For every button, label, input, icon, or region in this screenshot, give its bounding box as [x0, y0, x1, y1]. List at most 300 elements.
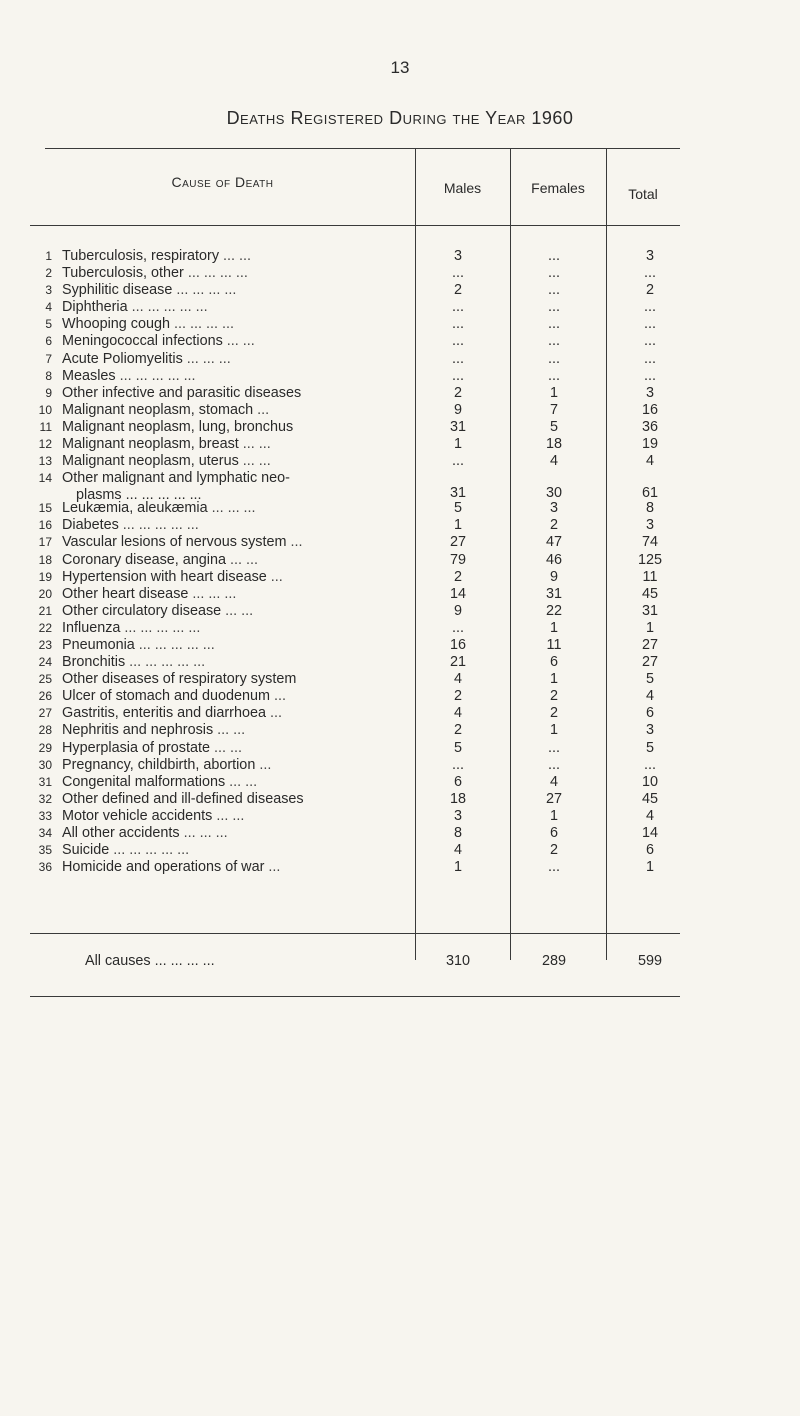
- total-value: ...: [644, 350, 656, 367]
- total-value: 3: [645, 248, 654, 264]
- cause-label: Meningococcal infections: [62, 333, 223, 350]
- row-number: 34: [38, 826, 52, 840]
- table-row: [30, 654, 680, 671]
- cause-of-death: [62, 534, 430, 551]
- row-number: 12: [38, 437, 52, 452]
- row-number: 35: [38, 843, 52, 858]
- page-number: 13: [390, 58, 410, 77]
- total-value: 36: [641, 418, 658, 435]
- males-value: 21: [449, 654, 466, 671]
- cause-of-death: [62, 316, 430, 333]
- row-number: 17: [38, 535, 52, 550]
- males-value: 9: [453, 401, 462, 418]
- cause-of-death: [62, 859, 430, 876]
- females-value: 1: [549, 807, 558, 824]
- table-row: [30, 402, 680, 419]
- table-row: [30, 299, 680, 316]
- table-row: [30, 842, 680, 859]
- leader-dots: ... ... ... ... ...: [118, 517, 199, 534]
- cause-of-death: [62, 586, 430, 603]
- females-value: ...: [548, 316, 560, 333]
- table-row: [30, 586, 680, 603]
- all-causes-label: All causes ... ... ... ...: [85, 953, 215, 969]
- row-number: 33: [38, 808, 52, 823]
- cause-label: Influenza: [62, 619, 121, 636]
- cause-label: Malignant neoplasm, breast: [62, 436, 239, 453]
- males-value: ...: [452, 756, 464, 773]
- females-value: 4: [549, 453, 558, 470]
- total-value: 4: [645, 453, 654, 470]
- females-value: 9: [549, 568, 558, 585]
- cause-of-death: [62, 248, 430, 265]
- males-value: 18: [449, 790, 466, 807]
- females-value: 30: [545, 485, 562, 502]
- leader-dots: ...: [253, 401, 270, 418]
- leader-dots: ... ...: [213, 722, 246, 739]
- total-value: 3: [645, 722, 654, 739]
- leader-dots: ... ...: [219, 248, 252, 264]
- females-value: 46: [545, 551, 562, 568]
- cause-of-death: [62, 842, 430, 859]
- females-value: 18: [545, 436, 562, 453]
- table-row: [30, 671, 680, 688]
- row-number: 24: [38, 655, 52, 670]
- cause-label: Other malignant and lymphatic neo-: [62, 470, 290, 487]
- females-value: 2: [549, 705, 558, 722]
- leader-dots: ... ...: [212, 807, 245, 824]
- header-rule: [30, 225, 680, 226]
- table-row: [30, 808, 680, 825]
- females-value: ...: [548, 282, 560, 299]
- males-value: 3: [453, 807, 462, 824]
- females-value: ...: [548, 299, 560, 316]
- leader-dots: ... ... ... ...: [170, 316, 234, 333]
- males-value: ...: [452, 453, 464, 470]
- males-value: 2: [453, 568, 462, 585]
- cause-of-death: [62, 620, 430, 637]
- females-value: ...: [548, 367, 560, 384]
- males-value: 27: [449, 534, 466, 551]
- males-value: 2: [453, 384, 462, 401]
- cause-of-death: [62, 351, 430, 368]
- leader-dots: ... ... ... ... ...: [127, 299, 208, 316]
- total-value: 5: [645, 739, 654, 756]
- total-value: 31: [641, 602, 658, 619]
- males-value: 9: [453, 602, 462, 619]
- row-number: 10: [38, 402, 52, 417]
- cause-label: Syphilitic disease: [62, 282, 173, 299]
- cause-label: Gastritis, enteritis and diarrhoea: [62, 705, 266, 722]
- cause-label: Other infective and parasitic diseases: [62, 384, 302, 401]
- header-males: Males: [443, 180, 482, 196]
- females-value: 7: [549, 401, 558, 418]
- cause-label: Diphtheria: [62, 299, 128, 316]
- cause-label: Acute Poliomyelitis: [62, 350, 183, 367]
- row-number: 2: [45, 266, 52, 281]
- females-value: ...: [548, 756, 560, 773]
- males-value: 2: [453, 282, 462, 299]
- bottom-rule: [30, 996, 680, 997]
- page-title: Deaths Registered During the Year 1960: [226, 108, 574, 128]
- table-row: [30, 688, 680, 705]
- males-value: 5: [453, 500, 462, 517]
- males-value: 4: [453, 705, 462, 722]
- cause-label: Other defined and ill-defined diseases: [62, 790, 304, 807]
- total-value: 11: [642, 568, 658, 585]
- females-value: 47: [545, 534, 562, 551]
- table-row: [30, 385, 680, 402]
- row-number: 14: [38, 471, 52, 486]
- header-cause: Cause of Death: [171, 174, 274, 190]
- table-row: [30, 705, 680, 722]
- cause-of-death: [62, 299, 430, 316]
- all-causes-row: [30, 953, 680, 973]
- cause-label: Whooping cough: [62, 316, 171, 333]
- row-number: 13: [38, 454, 52, 469]
- total-value: 1: [645, 859, 654, 876]
- females-value: 4: [549, 773, 558, 790]
- table-row: [30, 774, 680, 791]
- cause-of-death: [62, 265, 430, 282]
- leader-dots: ... ...: [209, 739, 242, 756]
- row-number: 19: [38, 569, 52, 584]
- row-number: 31: [38, 774, 52, 789]
- leader-dots: ...: [265, 705, 282, 722]
- females-value: 2: [549, 517, 558, 534]
- cause-of-death: [62, 722, 430, 739]
- leader-dots: ...: [266, 568, 283, 585]
- table-row: [30, 534, 680, 551]
- males-value: 4: [453, 842, 462, 859]
- cause-of-death: [62, 500, 430, 517]
- table-row: [30, 500, 680, 517]
- table-row: [30, 791, 680, 808]
- females-value: 1: [549, 671, 558, 688]
- row-number: 5: [45, 317, 52, 332]
- cause-of-death: [62, 791, 430, 808]
- females-value: ...: [548, 265, 560, 282]
- total-value: 14: [641, 825, 658, 841]
- cause-of-death: [62, 757, 430, 774]
- cause-label: Motor vehicle accidents: [62, 807, 213, 824]
- females-value: 1: [549, 619, 558, 636]
- table-row: [30, 825, 680, 842]
- leader-dots: ...: [255, 756, 272, 773]
- males-value: ...: [452, 299, 464, 316]
- cause-of-death: [62, 603, 430, 620]
- females-value: 5: [549, 418, 558, 435]
- table-row: [30, 351, 680, 368]
- table-row: [30, 265, 680, 282]
- total-value: ...: [644, 367, 656, 384]
- females-value: ...: [548, 248, 560, 264]
- total-value: 74: [641, 534, 658, 551]
- header-females: Females: [531, 180, 585, 196]
- row-number: 22: [38, 620, 52, 635]
- leader-dots: ... ... ... ... ...: [109, 842, 190, 859]
- total-value: 19: [641, 436, 658, 453]
- cause-label: Tuberculosis, respiratory: [62, 248, 220, 264]
- table-row: [30, 470, 680, 504]
- males-value: 4: [453, 671, 462, 688]
- males-value: 14: [449, 585, 466, 602]
- total-value: ...: [644, 333, 656, 350]
- leader-dots: ... ...: [226, 551, 258, 568]
- males-value: 1: [453, 859, 462, 876]
- cause-of-death: [62, 419, 430, 436]
- row-number: 30: [38, 757, 52, 772]
- leader-dots: ...: [286, 534, 303, 551]
- females-value: 6: [549, 654, 558, 671]
- row-number: 18: [38, 552, 52, 567]
- cause-of-death: [62, 569, 430, 586]
- males-value: 1: [453, 517, 462, 534]
- males-value: 31: [449, 418, 466, 435]
- table-row: [30, 757, 680, 774]
- cause-label: Other circulatory disease: [62, 602, 222, 619]
- table-body: [30, 248, 680, 876]
- cause-of-death: [62, 688, 430, 705]
- leader-dots: ... ...: [225, 773, 258, 790]
- cause-label: Bronchitis: [62, 654, 126, 671]
- total-value: 61: [641, 485, 658, 502]
- leader-dots: ... ...: [238, 436, 271, 453]
- cause-of-death: [62, 705, 430, 722]
- leader-dots: ... ... ...: [179, 825, 228, 841]
- cause-label: Measles: [62, 367, 116, 384]
- leader-dots: ... ... ... ... ...: [115, 367, 196, 384]
- table-row: [30, 620, 680, 637]
- females-value: 1: [549, 722, 558, 739]
- row-number: 15: [38, 501, 52, 516]
- cause-label: Congenital malformations: [62, 773, 226, 790]
- row-number: 23: [38, 637, 52, 652]
- cause-label: Malignant neoplasm, stomach: [62, 401, 254, 418]
- cause-of-death: [62, 654, 430, 671]
- cause-label: Malignant neoplasm, uterus: [62, 453, 239, 470]
- cause-label-continued: plasms: [76, 487, 122, 504]
- total-value: 1: [645, 619, 654, 636]
- table-row: [30, 368, 680, 385]
- leader-dots: ... ... ... ... ...: [125, 654, 206, 671]
- row-number: 25: [38, 672, 52, 687]
- males-value: ...: [452, 350, 464, 367]
- leader-dots: ... ... ... ... ...: [120, 619, 201, 636]
- total-value: 27: [641, 654, 658, 671]
- leader-dots: ... ... ... ...: [172, 282, 237, 299]
- cause-of-death: [62, 774, 430, 791]
- total-value: 45: [641, 790, 658, 807]
- cause-of-death: [62, 637, 430, 654]
- cause-of-death: [62, 825, 430, 842]
- total-value: 8: [645, 500, 654, 517]
- leader-dots: ...: [264, 859, 281, 876]
- row-number: 32: [38, 791, 52, 806]
- table-row: [30, 637, 680, 654]
- cause-of-death: [62, 436, 430, 453]
- table-row: [30, 603, 680, 620]
- table-row: [30, 517, 680, 534]
- row-number: 16: [38, 518, 52, 533]
- cause-label: All other accidents: [62, 825, 180, 841]
- cause-of-death: [62, 517, 430, 534]
- table-row: [30, 282, 680, 299]
- row-number: 4: [45, 300, 52, 315]
- males-value: 31: [449, 485, 466, 502]
- males-value: 79: [449, 551, 466, 568]
- cause-of-death: [62, 740, 430, 757]
- row-number: 29: [38, 740, 52, 755]
- females-value: 2: [549, 842, 558, 859]
- cause-label: Coronary disease, angina: [62, 551, 226, 568]
- row-number: 21: [38, 603, 52, 618]
- total-value: 4: [645, 688, 654, 705]
- row-number: 20: [38, 586, 52, 601]
- males-value: ...: [452, 367, 464, 384]
- cause-of-death: [62, 671, 430, 688]
- cause-of-death: [62, 385, 430, 402]
- total-value: 27: [641, 636, 658, 653]
- cause-of-death: [62, 368, 430, 385]
- table-row: [30, 419, 680, 436]
- total-value: 16: [641, 401, 658, 418]
- males-value: 2: [453, 688, 462, 705]
- cause-label: Other diseases of respiratory system: [62, 671, 297, 688]
- males-value: 1: [453, 436, 462, 453]
- row-number: 28: [38, 723, 52, 738]
- leader-dots: ... ... ...: [207, 500, 256, 517]
- table-row: [30, 552, 680, 569]
- table-row: [30, 453, 680, 470]
- cause-label: Other heart disease: [62, 585, 189, 602]
- total-value: 4: [645, 807, 654, 824]
- cause-label: Diabetes: [62, 517, 119, 534]
- all-causes-males: 310: [445, 953, 470, 969]
- header-total: Total: [628, 186, 658, 202]
- cause-of-death: [62, 333, 430, 350]
- females-value: 31: [545, 585, 562, 602]
- total-value: 3: [645, 517, 654, 534]
- row-number: 7: [45, 351, 52, 366]
- all-causes-females: 289: [541, 953, 566, 969]
- row-number: 3: [45, 283, 52, 298]
- females-value: ...: [548, 739, 560, 756]
- cause-label: Hypertension with heart disease: [62, 568, 267, 585]
- cause-of-death: [62, 552, 430, 569]
- males-value: ...: [452, 619, 464, 636]
- males-value: ...: [452, 333, 464, 350]
- cause-label: Vascular lesions of nervous system: [62, 534, 287, 551]
- cause-of-death: [62, 808, 430, 825]
- males-value: 16: [449, 636, 466, 653]
- row-number: 8: [45, 368, 52, 383]
- leader-dots: ... ... ... ... ...: [134, 636, 215, 653]
- allcauses-rule-top: [30, 933, 680, 934]
- all-causes-total: 599: [637, 953, 662, 969]
- leader-dots: ... ... ...: [188, 585, 237, 602]
- females-value: 2: [549, 688, 558, 705]
- row-number: 36: [38, 860, 52, 875]
- table-row: [30, 569, 680, 586]
- cause-of-death: [62, 470, 430, 487]
- males-value: ...: [452, 265, 464, 282]
- females-value: 6: [549, 825, 558, 841]
- top-rule: [45, 148, 680, 149]
- cause-label: Malignant neoplasm, lung, bronchus: [62, 418, 294, 435]
- leader-dots: ...: [269, 688, 286, 705]
- row-number: 26: [38, 689, 52, 704]
- males-value: 3: [453, 248, 462, 264]
- leader-dots: ... ... ... ... ...: [121, 487, 202, 504]
- cause-of-death: [62, 402, 430, 419]
- total-value: 5: [645, 671, 654, 688]
- table-row: [30, 859, 680, 876]
- total-value: 45: [641, 585, 658, 602]
- table-row: [30, 436, 680, 453]
- total-value: 2: [645, 282, 654, 299]
- cause-label: Ulcer of stomach and duodenum: [62, 688, 270, 705]
- row-number: 6: [45, 334, 52, 349]
- total-value: ...: [644, 756, 656, 773]
- table-row: [30, 740, 680, 757]
- females-value: 27: [545, 790, 562, 807]
- table-row: [30, 722, 680, 739]
- cause-of-death: [62, 453, 430, 470]
- leader-dots: ... ... ...: [182, 350, 231, 367]
- leader-dots: ... ...: [221, 602, 254, 619]
- cause-label: Pregnancy, childbirth, abortion: [62, 756, 256, 773]
- males-value: 2: [453, 722, 462, 739]
- table-row: [30, 248, 680, 265]
- males-value: 6: [453, 773, 462, 790]
- leader-dots: ... ...: [222, 333, 255, 350]
- females-value: ...: [548, 333, 560, 350]
- leader-dots: ... ...: [238, 453, 271, 470]
- cause-of-death: [62, 282, 430, 299]
- females-value: 22: [545, 602, 562, 619]
- row-number: 27: [38, 706, 52, 721]
- total-value: 3: [645, 384, 654, 401]
- females-value: 1: [549, 384, 558, 401]
- total-value: 10: [641, 773, 658, 790]
- total-value: ...: [644, 265, 656, 282]
- cause-label: Pneumonia: [62, 636, 135, 653]
- females-value: 3: [549, 500, 558, 517]
- cause-label: Homicide and operations of war: [62, 859, 265, 876]
- row-number: 1: [45, 249, 52, 263]
- total-value: ...: [644, 316, 656, 333]
- total-value: 125: [637, 551, 662, 568]
- table-row: [30, 333, 680, 350]
- females-value: ...: [548, 350, 560, 367]
- table-row: [30, 316, 680, 333]
- males-value: ...: [452, 316, 464, 333]
- total-value: 6: [645, 705, 654, 722]
- males-value: 5: [453, 739, 462, 756]
- cause-label: Tuberculosis, other: [62, 265, 184, 282]
- row-number: 11: [39, 419, 52, 434]
- females-value: 11: [546, 636, 562, 653]
- row-number: 9: [45, 385, 52, 400]
- leader-dots: ... ... ... ...: [183, 265, 248, 282]
- cause-label: Hyperplasia of prostate: [62, 739, 210, 756]
- total-value: 6: [645, 842, 654, 859]
- total-value: ...: [644, 299, 656, 316]
- cause-label: Suicide: [62, 842, 110, 859]
- females-value: ...: [548, 859, 560, 876]
- cause-label: Leukæmia, aleukæmia: [62, 500, 208, 517]
- males-value: 8: [453, 825, 462, 841]
